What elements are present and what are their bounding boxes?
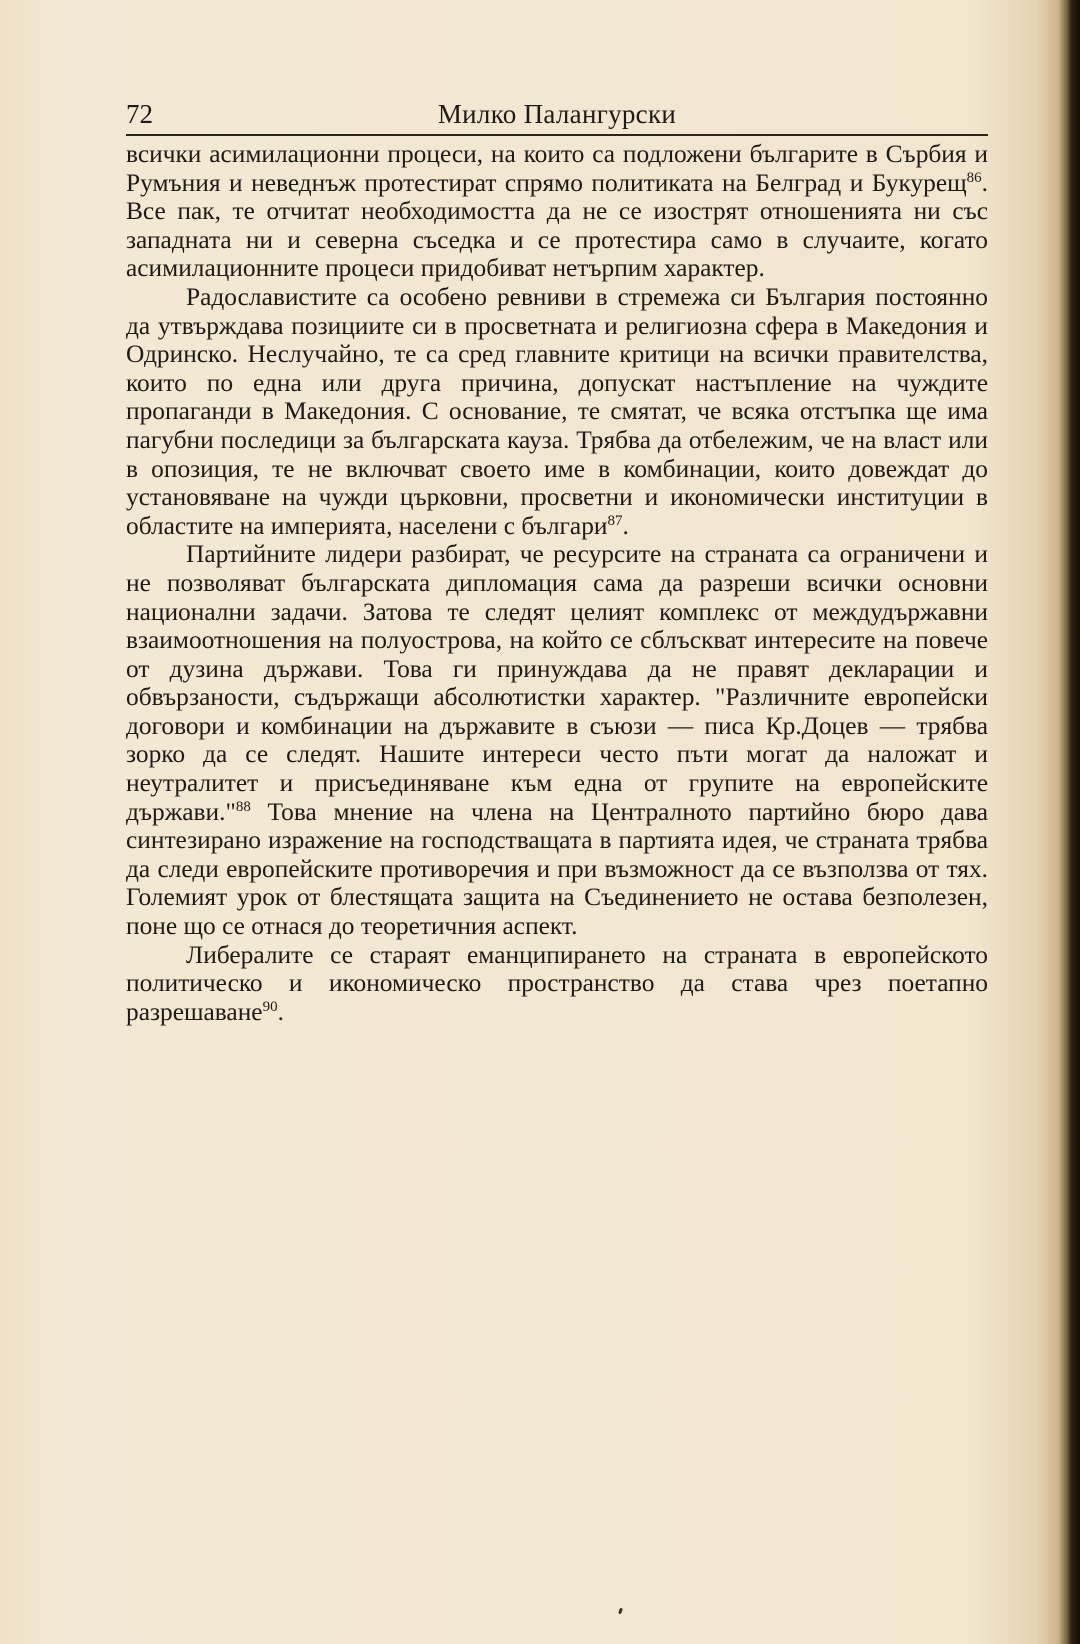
paragraph-text: Либералите се стараят еманципирането на страната в европейското политическо и икономическо пространство да става чрез поетапно разрешаване <box>126 940 988 1026</box>
paragraph <box>126 283 988 540</box>
paragraph-text: Радославистите са особено ревниви в стремежа си България постоянно да утвърждава позициите си в просветната и религиозна сфера в Македония и Одринско. Неслучайно, те са сред главните критици на всички правителства, които по една или друга причина, допускат настъпление на чуждите пропаганди в Македония. С основание, те смятат, че всяка отстъпка ще има пагубни последици за българската кауза. Трябва да отбележим, че на власт или в опозиция, те не включват своето име в комбинации, които довеждат до установяване на чужди църковни, просветни и икономически институции в областите на империята, населени с българи <box>126 282 988 540</box>
paragraph <box>126 941 988 1027</box>
page-number: 72 <box>126 99 153 129</box>
footnote-ref: 87 <box>607 512 623 529</box>
footnote-ref: 86 <box>966 169 982 186</box>
running-title: Милко Палангурски <box>437 99 677 129</box>
paragraph-text: всички асимилационни процеси, на които са подложени българите в Сърбия и Румъния и неведнъж протестират спрямо политиката на Белград и Букурещ <box>126 140 988 197</box>
paragraph-text: Партийните лидери разбират, че ресурсите на страната са ограничени и не позволяват българската дипломация сама да разреши всички основни национални задачи. Затова те следят целият комплекс от междудържавни взаимоотношения на полуострова, на който се сблъскват интересите на повече от дузина държави. Това ги принуждава да не правят декларации и обвързаности, съдържащи абсолютистки характер. "Различните европейски договори и комбинации на държавите в съюзи — писа Кр.Доцев — трябва зорко да се следят. Нашите интереси често пъти могат да наложат и неутралитет и присъединяване към една от групите на европейските държави." <box>126 540 988 826</box>
footnote-ref: 90 <box>262 998 278 1015</box>
paragraph <box>126 540 988 940</box>
paragraph-text: . Все пак, те отчитат необходимостта да не се изострят отношенията ни със западната ни и северна съседка и се протестира само в случаите, когато асимилационните процеси придобиват нетърпим характер. <box>126 168 988 283</box>
body-text <box>126 140 988 1026</box>
page-edge-shadow <box>1066 0 1080 1644</box>
paragraph-text: . <box>622 511 629 540</box>
paragraph-text: Това мнение на члена на Централното партийно бюро дава синтезирано изражение на господстващата в партията идея, че страната трябва да следи европейските противоречия и при възможност да се възползва от тях. Големият урок от блестящата защита на Съединението не остава безполезен, поне що се отнася до теоретичния аспект. <box>126 797 988 941</box>
paragraph <box>126 140 988 283</box>
page-header <box>126 96 988 136</box>
footnote-ref: 88 <box>235 798 251 815</box>
header-rule <box>126 134 988 136</box>
paragraph-text: . <box>277 997 284 1026</box>
